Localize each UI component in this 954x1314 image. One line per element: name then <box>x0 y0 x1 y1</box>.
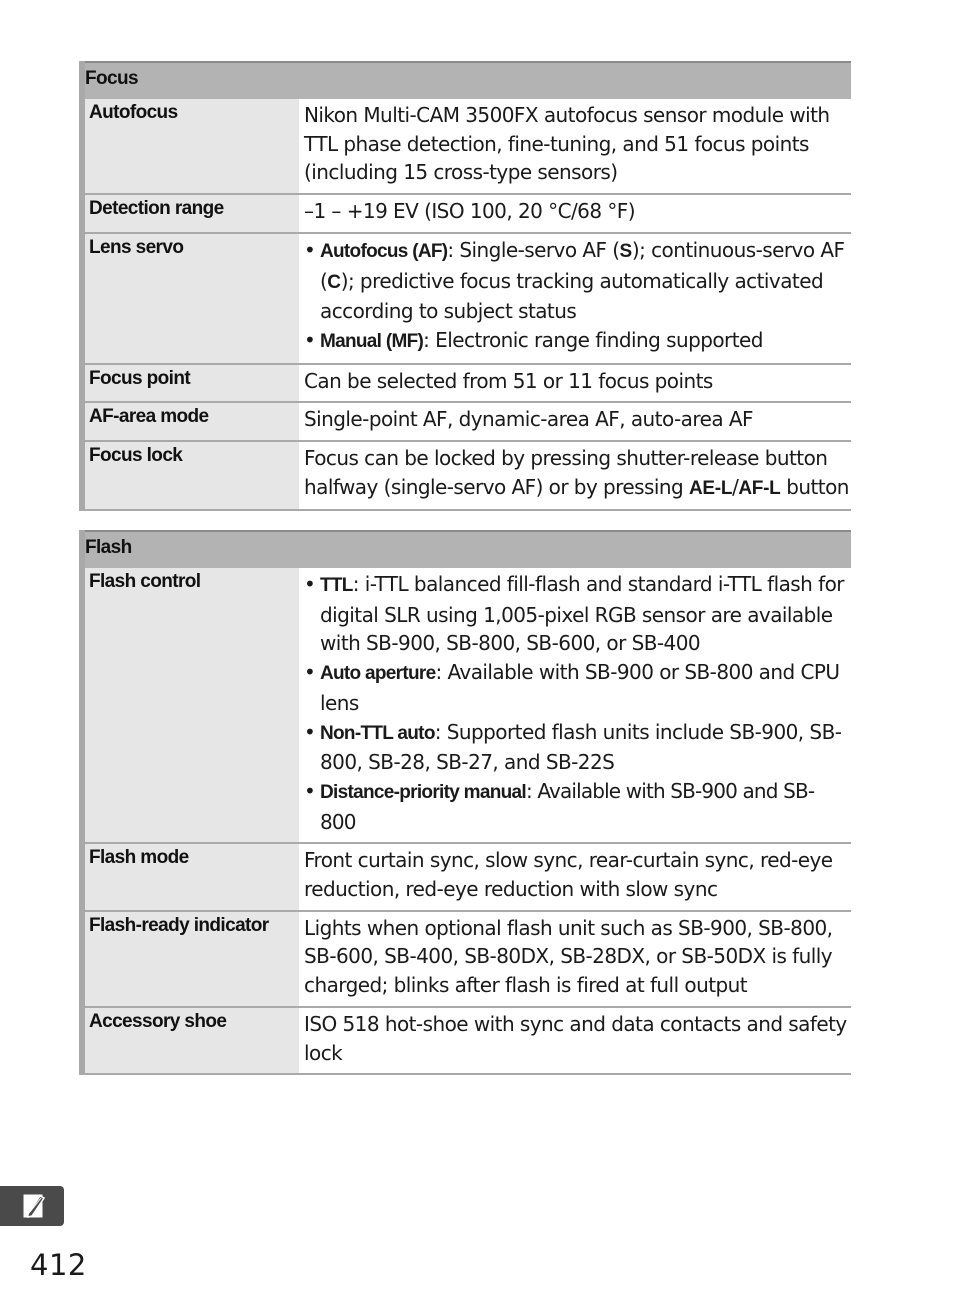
list-item <box>304 658 849 717</box>
list-item <box>304 326 849 357</box>
list-item <box>304 718 849 777</box>
list-item-term: Auto aperture <box>320 663 436 685</box>
spec-row-focus-point <box>85 365 851 404</box>
spec-row-detection-range <box>85 195 851 234</box>
row-value: Single-point AF, dynamic-area AF, auto-area AF <box>304 407 753 432</box>
row-label: Flash-ready indicator <box>85 912 299 1006</box>
row-label: Autofocus <box>85 99 299 193</box>
flash-section-header: Flash <box>85 530 851 568</box>
list-item-text: : Supported flash units include SB-900, SB-800, SB-28, SB-27, and SB-22S <box>320 719 842 775</box>
page-number: 412 <box>30 1248 87 1282</box>
list-item-text: : i-TTL balanced fill-flash and standard i-TTL flash for digital SLR using 1,005-pixel RGB sensor are available with SB-900, SB-800, SB-600, or SB-400 <box>320 572 844 656</box>
row-value <box>299 568 851 842</box>
mode-s-key: S <box>619 240 632 262</box>
row-value-text: Focus can be locked by pressing shutter-release button halfway (single-servo AF) or by pressing <box>304 446 828 499</box>
row-value-text: button <box>780 474 849 499</box>
row-value: Lights when optional flash unit such as SB-900, SB-800, SB-600, SB-400, SB-80DX, SB-28DX, or SB-50DX is fully charged; blinks after flash is fired at full output <box>304 915 833 998</box>
spec-row-autofocus <box>85 99 851 195</box>
spec-row-accessory-shoe <box>85 1008 851 1075</box>
spec-row-flash-ready-indicator <box>85 912 851 1008</box>
list-item-term: Manual (MF) <box>320 330 424 352</box>
list-item-text: ); continuous-servo AF ( <box>320 237 845 293</box>
lens-servo-list <box>304 236 849 357</box>
spec-row-lens-servo <box>85 234 851 365</box>
mode-c-key: C <box>327 271 341 293</box>
spec-row-flash-control <box>85 568 851 844</box>
row-label: Focus lock <box>85 442 299 509</box>
row-value-text: / <box>732 474 739 499</box>
row-label: Flash mode <box>85 844 299 909</box>
row-label: Lens servo <box>85 234 299 363</box>
section-tab-marker <box>0 1186 64 1226</box>
focus-spec-table <box>79 61 851 511</box>
row-value: Front curtain sync, slow sync, rear-curtain sync, red-eye reduction, red-eye reduction with slow sync <box>304 848 833 902</box>
list-item-term: Non-TTL auto <box>320 722 435 744</box>
row-label: Flash control <box>85 568 299 842</box>
list-item <box>304 236 849 326</box>
list-item-term: Autofocus (AF) <box>320 240 448 262</box>
list-item-text: : Available with SB-900 and SB-800 <box>320 778 815 834</box>
list-item-text: ); predictive focus tracking automatically activated according to subject status <box>320 268 824 324</box>
row-value: ISO 518 hot-shoe with sync and data contacts and safety lock <box>304 1011 847 1065</box>
row-value <box>299 442 851 509</box>
row-label: Accessory shoe <box>85 1008 299 1073</box>
list-item-term: Distance-priority manual <box>320 781 526 803</box>
list-item <box>304 570 849 658</box>
spec-row-af-area-mode <box>85 403 851 442</box>
list-item-text: : Electronic range finding supported <box>423 327 763 352</box>
row-value: Can be selected from 51 or 11 focus points <box>304 368 713 393</box>
list-item-term: TTL <box>320 575 353 596</box>
list-item <box>304 777 849 836</box>
row-label: AF-area mode <box>85 403 299 440</box>
row-value: Nikon Multi-CAM 3500FX autofocus sensor module with TTL phase detection, fine-tuning, and 51 focus points (including 15 cross-type sensors) <box>304 103 830 185</box>
ae-l-button-key: AE-L <box>689 477 733 499</box>
row-label: Focus point <box>85 365 299 402</box>
row-label: Detection range <box>85 195 299 232</box>
spec-row-flash-mode <box>85 844 851 911</box>
row-value: –1 – +19 EV (ISO 100, 20 °C/68 °F) <box>304 199 635 224</box>
af-l-button-key: AF-L <box>738 477 781 499</box>
flash-spec-table <box>79 530 851 1075</box>
spec-row-focus-lock <box>85 442 851 511</box>
list-item-text: : Single-servo AF ( <box>447 237 620 262</box>
row-value <box>299 234 851 363</box>
flash-control-list <box>304 570 849 836</box>
pencil-notes-icon <box>22 1192 48 1220</box>
focus-section-header: Focus <box>85 61 851 99</box>
list-item-text: : Available with SB-900 or SB-800 and CPU lens <box>320 660 840 715</box>
